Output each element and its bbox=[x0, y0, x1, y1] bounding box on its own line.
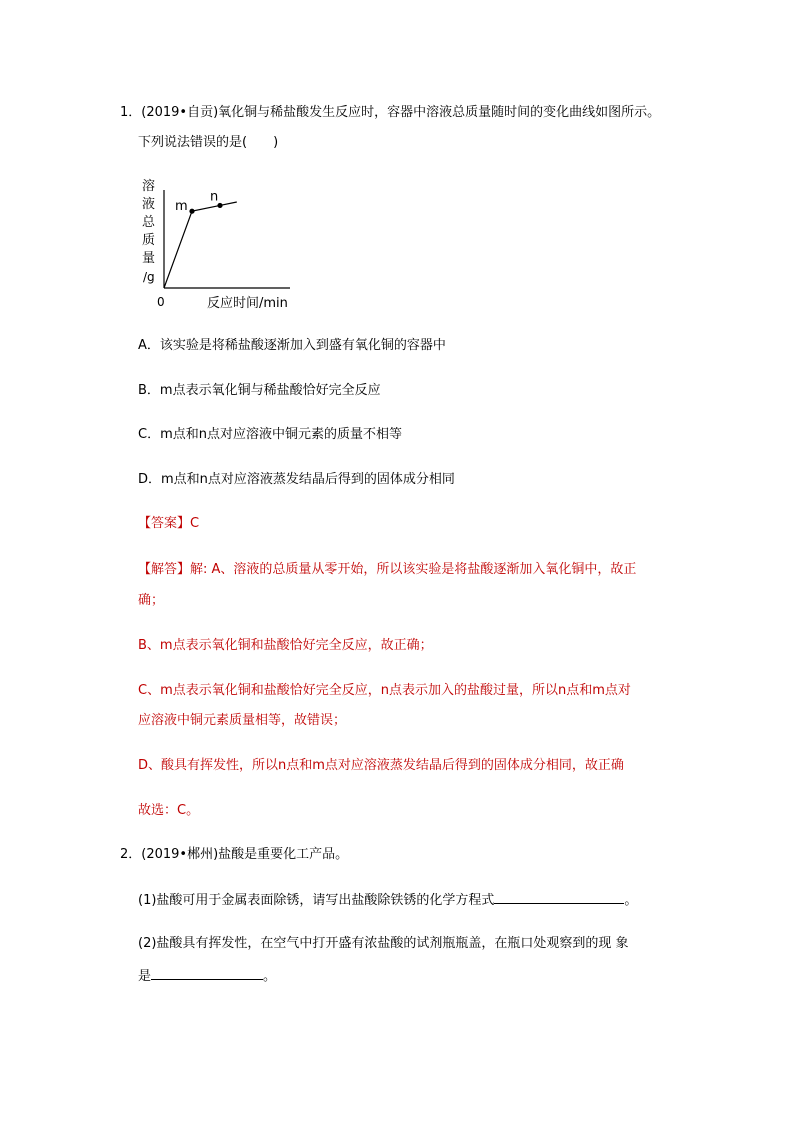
point-m-label: m bbox=[175, 199, 188, 215]
mass-time-chart bbox=[140, 176, 320, 316]
q1-option-b: B．m点表示氧化铜与稀盐酸恰好完全反应 bbox=[138, 383, 381, 398]
q1-solution-line1 bbox=[138, 561, 636, 579]
q1-solution-d: D、酸具有挥发性，所以n点和m点对应溶液蒸发结晶后得到的固体成分相同，故正确 bbox=[138, 758, 624, 773]
q2-part1-end: 。 bbox=[624, 893, 638, 908]
y-axis-label bbox=[142, 178, 156, 284]
q2-part2-end: 。 bbox=[263, 969, 277, 984]
q1-answer bbox=[138, 515, 199, 533]
y-axis-label-char: /g bbox=[143, 270, 155, 284]
q1-stem-line2: 下列说法错误的是( ) bbox=[138, 135, 279, 150]
point-m bbox=[189, 209, 194, 214]
q2-answer-blank-1[interactable] bbox=[494, 890, 624, 904]
q1-solution-c1: C、m点表示氧化铜和盐酸恰好完全反应，n点表示加入的盐酸过量，所以n点和m点对 bbox=[138, 683, 631, 698]
series-line bbox=[164, 202, 237, 288]
y-axis-label-char: 溶 bbox=[142, 179, 156, 194]
q2-stem: 2．(2019•郴州)盐酸是重要化工产品。 bbox=[120, 847, 349, 862]
origin-label: 0 bbox=[157, 295, 165, 309]
q1-stem-line1: 1．(2019•自贡)氧化铜与稀盐酸发生反应时，容器中溶液总质量随时间的变化曲线如图所示。 bbox=[120, 105, 661, 120]
q1-option-a: A．该实验是将稀盐酸逐渐加入到盛有氧化铜的容器中 bbox=[138, 338, 446, 353]
q1-conclusion: 故选：C。 bbox=[138, 803, 200, 818]
y-axis-label-char: 总 bbox=[142, 215, 156, 230]
q2-part2-line2 bbox=[138, 966, 276, 986]
q1-option-c: C．m点和n点对应溶液中铜元素的质量不相等 bbox=[138, 427, 402, 442]
q2-part2-line1: (2)盐酸具有挥发性，在空气中打开盛有浓盐酸的试剂瓶瓶盖，在瓶口处观察到的现 象 bbox=[138, 936, 629, 951]
q1-solution-line2: 确； bbox=[138, 593, 165, 608]
y-axis-label-char: 质 bbox=[142, 233, 156, 248]
q2-answer-blank-2[interactable] bbox=[151, 966, 263, 980]
q1-figure bbox=[140, 176, 320, 316]
answer-value: C bbox=[190, 516, 200, 531]
solution-tag: 【解答】 bbox=[138, 562, 191, 577]
point-n-label: n bbox=[210, 189, 219, 205]
q2-part1-text: (1)盐酸可用于金属表面除锈，请写出盐酸除铁锈的化学方程式 bbox=[138, 893, 495, 908]
x-axis-label: 反应时间/min bbox=[207, 296, 288, 311]
solution-text: 解: A、溶液的总质量从零开始，所以该实验是将盐酸逐渐加入氧化铜中，故正 bbox=[190, 562, 637, 577]
q2-part1 bbox=[138, 890, 637, 910]
q1-option-d: D．m点和n点对应溶液蒸发结晶后得到的固体成分相同 bbox=[138, 472, 455, 487]
q1-solution-b: B、m点表示氧化铜和盐酸恰好完全反应，故正确； bbox=[138, 638, 433, 653]
q2-part2-prefix: 是 bbox=[138, 969, 152, 984]
y-axis-label-char: 量 bbox=[142, 251, 156, 266]
y-axis-label-char: 液 bbox=[142, 197, 156, 212]
q1-solution-c2: 应溶液中铜元素质量相等，故错误； bbox=[138, 713, 347, 728]
answer-tag: 【答案】 bbox=[138, 516, 191, 531]
